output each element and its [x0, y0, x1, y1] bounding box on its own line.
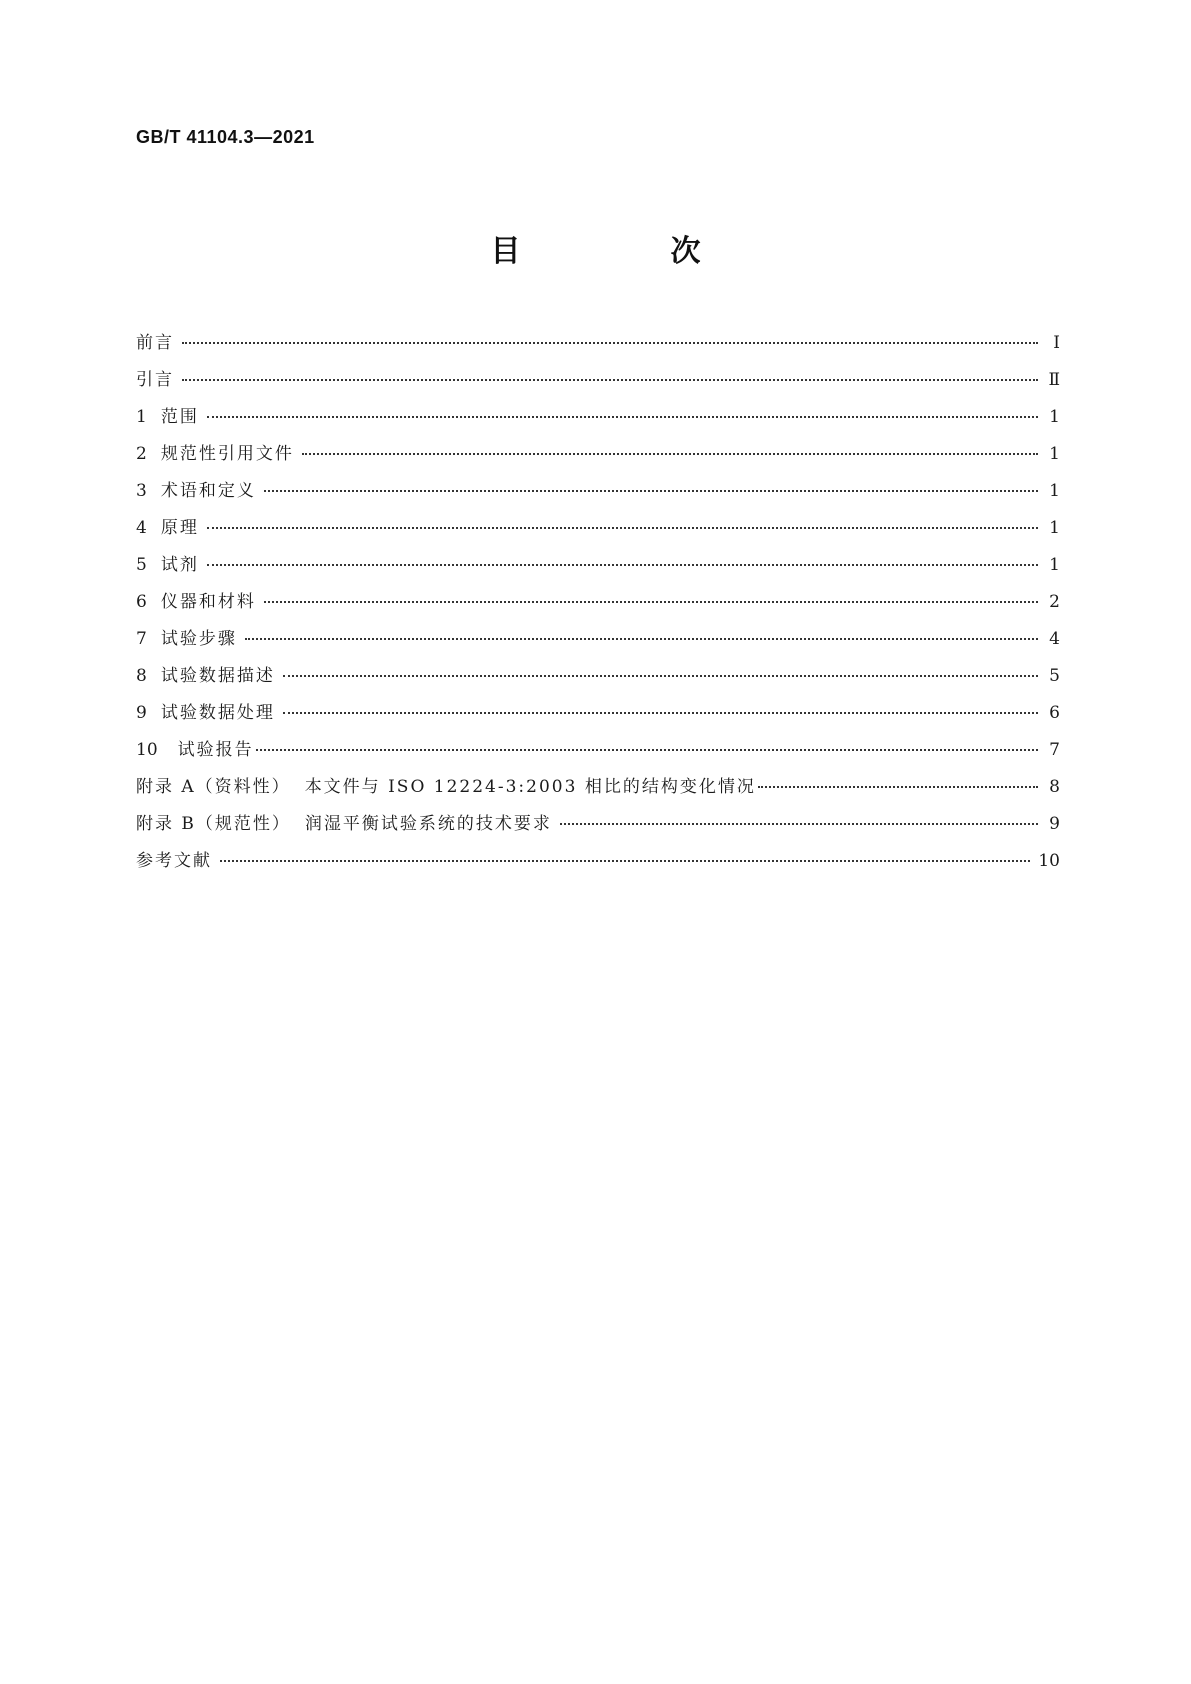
toc-entry-number: 7 [136, 629, 147, 649]
standard-code: GB/T 41104.3—2021 [136, 127, 315, 147]
toc-leader-dots [302, 453, 1038, 455]
toc-entry-number: 3 [136, 481, 147, 501]
toc-entry-page: 9 [1049, 814, 1060, 834]
toc-entry-3[interactable] [136, 473, 1060, 510]
toc-entry-8[interactable] [136, 658, 1060, 695]
toc-entry-10[interactable] [136, 732, 1060, 769]
toc-entry-label: 术语和定义 [160, 481, 256, 501]
toc-entry-label: 附录 A（资料性） [136, 777, 291, 797]
toc-entry-page: 6 [1049, 703, 1060, 723]
toc-entry-page: 5 [1049, 666, 1060, 686]
toc-entry-number: 8 [136, 666, 147, 686]
toc-leader-dots [182, 342, 1038, 344]
toc-entry-label: 范围 [160, 407, 199, 427]
toc-leader-dots [207, 564, 1038, 566]
toc-leader-dots [264, 490, 1038, 492]
toc-entry-label: 试剂 [160, 555, 199, 575]
toc-entry-label: 引言 [136, 370, 174, 390]
toc-entry-label: 参考文献 [136, 851, 212, 871]
toc-entry-page: 1 [1049, 481, 1060, 501]
toc-entry-foreword[interactable] [136, 325, 1060, 362]
toc-leader-dots [283, 712, 1038, 714]
page-title-text: 目 次 [490, 234, 761, 269]
toc-entry-label: 试验数据处理 [160, 703, 275, 723]
toc-entry-2[interactable] [136, 436, 1060, 473]
toc-entry-page: 7 [1049, 740, 1060, 760]
toc-entry-annex-a[interactable] [136, 769, 1060, 806]
toc-entry-number: 10 [136, 740, 158, 760]
toc-entry-page: 1 [1049, 444, 1060, 464]
toc-entry-page: Ⅱ [1048, 370, 1060, 390]
toc-entry-label: 规范性引用文件 [160, 444, 294, 464]
toc-entry-page: 10 [1038, 851, 1060, 871]
toc-entry-6[interactable] [136, 584, 1060, 621]
toc-entry-4[interactable] [136, 510, 1060, 547]
toc-entry-label: 试验步骤 [160, 629, 237, 649]
toc-entry-label: 原理 [160, 518, 199, 538]
toc-entry-bibliography[interactable] [136, 843, 1060, 880]
toc-entry-label: 附录 B（规范性） [136, 814, 291, 834]
toc-entry-subtitle: 润湿平衡试验系统的技术要求 [304, 814, 552, 834]
toc-leader-dots [182, 379, 1038, 381]
toc-entry-number: 6 [136, 592, 147, 612]
page-title [0, 226, 1191, 270]
table-of-contents [136, 325, 1060, 880]
toc-entry-label: 前言 [136, 333, 174, 353]
toc-entry-page: 1 [1049, 518, 1060, 538]
toc-entry-page: 1 [1049, 555, 1060, 575]
toc-entry-9[interactable] [136, 695, 1060, 732]
toc-entry-label: 试验报告 [177, 740, 254, 760]
toc-entry-number: 9 [136, 703, 147, 723]
toc-leader-dots [283, 675, 1038, 677]
toc-entry-page: 8 [1049, 777, 1060, 797]
toc-entry-subtitle: 本文件与 ISO 12224-3:2003 相比的结构变化情况 [304, 777, 756, 797]
toc-entry-number: 1 [136, 407, 147, 427]
toc-leader-dots [560, 823, 1038, 825]
toc-entry-label: 试验数据描述 [160, 666, 275, 686]
toc-entry-7[interactable] [136, 621, 1060, 658]
toc-entry-label: 仪器和材料 [160, 592, 256, 612]
toc-entry-number: 5 [136, 555, 147, 575]
toc-leader-dots [758, 786, 1038, 788]
toc-leader-dots [207, 527, 1038, 529]
toc-entry-page: Ⅰ [1053, 333, 1060, 353]
toc-entry-page: 1 [1049, 407, 1060, 427]
toc-leader-dots [256, 749, 1038, 751]
toc-leader-dots [245, 638, 1038, 640]
toc-entry-number: 4 [136, 518, 147, 538]
toc-leader-dots [220, 860, 1030, 862]
toc-entry-annex-b[interactable] [136, 806, 1060, 843]
toc-entry-1[interactable] [136, 399, 1060, 436]
toc-entry-page: 4 [1049, 629, 1060, 649]
toc-entry-5[interactable] [136, 547, 1060, 584]
toc-entry-number: 2 [136, 444, 147, 464]
toc-leader-dots [264, 601, 1038, 603]
toc-entry-page: 2 [1049, 592, 1060, 612]
toc-entry-introduction[interactable] [136, 362, 1060, 399]
toc-leader-dots [207, 416, 1038, 418]
